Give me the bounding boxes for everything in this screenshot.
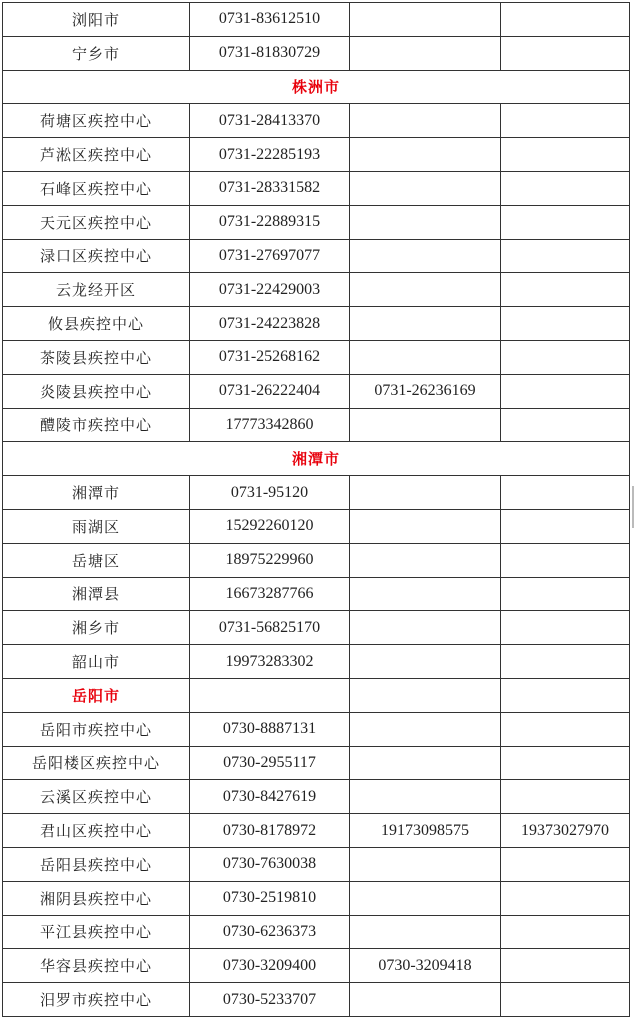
table-row: [3, 881, 630, 915]
phone-cell-3: [501, 983, 630, 1017]
phone-cell-3: [501, 881, 630, 915]
phone-cell-1: 15292260120: [190, 509, 350, 543]
unit-name-cell: 云溪区疾控中心: [3, 780, 190, 814]
table-row: [3, 408, 630, 442]
phone-cell-1: 0731-28413370: [190, 104, 350, 138]
phone-cell-3: [501, 712, 630, 746]
phone-cell-3: 19373027970: [501, 814, 630, 848]
unit-name-cell: 岳阳楼区疾控中心: [3, 746, 190, 780]
table-row: [3, 712, 630, 746]
phone-cell-1: 0731-27697077: [190, 239, 350, 273]
unit-name-cell: 石峰区疾控中心: [3, 171, 190, 205]
phone-cell-2: 0731-26236169: [350, 374, 501, 408]
phone-cell-3: [501, 36, 630, 70]
phone-cell-2: [350, 138, 501, 172]
unit-name-cell: 茶陵县疾控中心: [3, 340, 190, 374]
phone-cell-3: [501, 780, 630, 814]
phone-cell-3: [501, 171, 630, 205]
table-row: [3, 780, 630, 814]
unit-name-cell: 平江县疾控中心: [3, 915, 190, 949]
phone-cell-1: 0731-81830729: [190, 36, 350, 70]
phone-cell-1: 0731-22889315: [190, 205, 350, 239]
phone-cell-3: [501, 577, 630, 611]
unit-name-cell: 浏阳市: [3, 3, 190, 37]
phone-cell-2: [350, 915, 501, 949]
phone-cell-1: 16673287766: [190, 577, 350, 611]
phone-cell-3: [501, 205, 630, 239]
table-row: [3, 476, 630, 510]
phone-cell-3: [501, 3, 630, 37]
unit-name-cell: 芦淞区疾控中心: [3, 138, 190, 172]
unit-name-cell: 华容县疾控中心: [3, 949, 190, 983]
unit-name-cell: 岳塘区: [3, 543, 190, 577]
phone-cell-3: [501, 746, 630, 780]
phone-cell-1: 0731-83612510: [190, 3, 350, 37]
phone-cell-2: [350, 611, 501, 645]
table-row: [3, 171, 630, 205]
phone-cell-3: [501, 239, 630, 273]
region-title: 湘潭市: [3, 442, 630, 476]
unit-name-cell: 湘潭市: [3, 476, 190, 510]
unit-name-cell: 湘潭县: [3, 577, 190, 611]
phone-cell-2: [350, 239, 501, 273]
phone-cell-1: 0731-28331582: [190, 171, 350, 205]
table-row: [3, 509, 630, 543]
phone-cell-3: [501, 543, 630, 577]
phone-cell-2: 19173098575: [350, 814, 501, 848]
phone-cell-2: [350, 104, 501, 138]
phone-cell-3: [501, 509, 630, 543]
table-row: [3, 543, 630, 577]
table-row: [3, 611, 630, 645]
table-row: [3, 577, 630, 611]
unit-name-cell: 雨湖区: [3, 509, 190, 543]
phone-cell-3: [501, 645, 630, 679]
phone-cell-1: 0731-56825170: [190, 611, 350, 645]
phone-cell-1: 0730-3209400: [190, 949, 350, 983]
table-row: [3, 847, 630, 881]
phone-cell-2: [350, 543, 501, 577]
table-row: [3, 915, 630, 949]
unit-name-cell: 醴陵市疾控中心: [3, 408, 190, 442]
unit-name-cell: 湘阴县疾控中心: [3, 881, 190, 915]
region-title: 岳阳市: [3, 678, 190, 712]
table-row: [3, 983, 630, 1017]
phone-cell-3: [501, 915, 630, 949]
table-row: [3, 3, 630, 37]
empty-cell: [350, 678, 501, 712]
phone-cell-2: [350, 307, 501, 341]
phone-cell-1: 0730-5233707: [190, 983, 350, 1017]
phone-cell-3: [501, 307, 630, 341]
phone-cell-1: 0730-2519810: [190, 881, 350, 915]
region-header-row: [3, 70, 630, 104]
table-row: [3, 374, 630, 408]
table-row: [3, 307, 630, 341]
phone-cell-3: [501, 476, 630, 510]
phone-cell-3: [501, 611, 630, 645]
phone-cell-2: [350, 273, 501, 307]
table-row: [3, 645, 630, 679]
phone-cell-1: 18975229960: [190, 543, 350, 577]
phone-cell-2: [350, 340, 501, 374]
contact-table-body: [3, 3, 630, 1017]
unit-name-cell: 岳阳县疾控中心: [3, 847, 190, 881]
phone-cell-2: [350, 36, 501, 70]
phone-cell-3: [501, 340, 630, 374]
unit-name-cell: 汨罗市疾控中心: [3, 983, 190, 1017]
phone-cell-2: [350, 408, 501, 442]
phone-cell-1: 0730-6236373: [190, 915, 350, 949]
phone-cell-1: 0731-25268162: [190, 340, 350, 374]
phone-cell-1: 0730-2955117: [190, 746, 350, 780]
phone-cell-1: 0730-8887131: [190, 712, 350, 746]
phone-cell-3: [501, 847, 630, 881]
phone-cell-1: 19973283302: [190, 645, 350, 679]
unit-name-cell: 荷塘区疾控中心: [3, 104, 190, 138]
phone-cell-1: 0731-95120: [190, 476, 350, 510]
contact-table: [2, 2, 630, 1017]
table-row: [3, 814, 630, 848]
table-row: [3, 36, 630, 70]
table-row: [3, 138, 630, 172]
table-row: [3, 104, 630, 138]
unit-name-cell: 岳阳市疾控中心: [3, 712, 190, 746]
phone-cell-2: [350, 577, 501, 611]
unit-name-cell: 韶山市: [3, 645, 190, 679]
phone-cell-2: [350, 3, 501, 37]
empty-cell: [190, 678, 350, 712]
unit-name-cell: 湘乡市: [3, 611, 190, 645]
phone-cell-2: [350, 509, 501, 543]
phone-cell-1: 0731-22429003: [190, 273, 350, 307]
phone-cell-2: [350, 476, 501, 510]
empty-cell: [501, 678, 630, 712]
phone-cell-3: [501, 273, 630, 307]
phone-cell-1: 0730-8427619: [190, 780, 350, 814]
unit-name-cell: 天元区疾控中心: [3, 205, 190, 239]
phone-cell-2: [350, 780, 501, 814]
phone-cell-3: [501, 408, 630, 442]
phone-cell-1: 0731-22285193: [190, 138, 350, 172]
phone-cell-3: [501, 138, 630, 172]
region-title: 株洲市: [3, 70, 630, 104]
phone-cell-1: 0730-8178972: [190, 814, 350, 848]
table-row: [3, 340, 630, 374]
phone-cell-1: 0731-24223828: [190, 307, 350, 341]
phone-cell-2: [350, 881, 501, 915]
phone-cell-2: [350, 645, 501, 679]
unit-name-cell: 渌口区疾控中心: [3, 239, 190, 273]
phone-cell-2: [350, 983, 501, 1017]
table-row: [3, 949, 630, 983]
phone-cell-2: [350, 171, 501, 205]
table-row: [3, 239, 630, 273]
table-row: [3, 746, 630, 780]
unit-name-cell: 君山区疾控中心: [3, 814, 190, 848]
table-row: [3, 205, 630, 239]
phone-cell-1: 0731-26222404: [190, 374, 350, 408]
table-row: [3, 273, 630, 307]
phone-cell-1: 17773342860: [190, 408, 350, 442]
phone-cell-3: [501, 949, 630, 983]
unit-name-cell: 炎陵县疾控中心: [3, 374, 190, 408]
unit-name-cell: 宁乡市: [3, 36, 190, 70]
phone-cell-2: [350, 746, 501, 780]
phone-cell-3: [501, 374, 630, 408]
phone-cell-1: 0730-7630038: [190, 847, 350, 881]
phone-cell-2: [350, 712, 501, 746]
region-header-row: [3, 678, 630, 712]
unit-name-cell: 攸县疾控中心: [3, 307, 190, 341]
phone-cell-3: [501, 104, 630, 138]
unit-name-cell: 云龙经开区: [3, 273, 190, 307]
phone-cell-2: [350, 205, 501, 239]
phone-cell-2: [350, 847, 501, 881]
region-header-row: [3, 442, 630, 476]
phone-cell-2: 0730-3209418: [350, 949, 501, 983]
